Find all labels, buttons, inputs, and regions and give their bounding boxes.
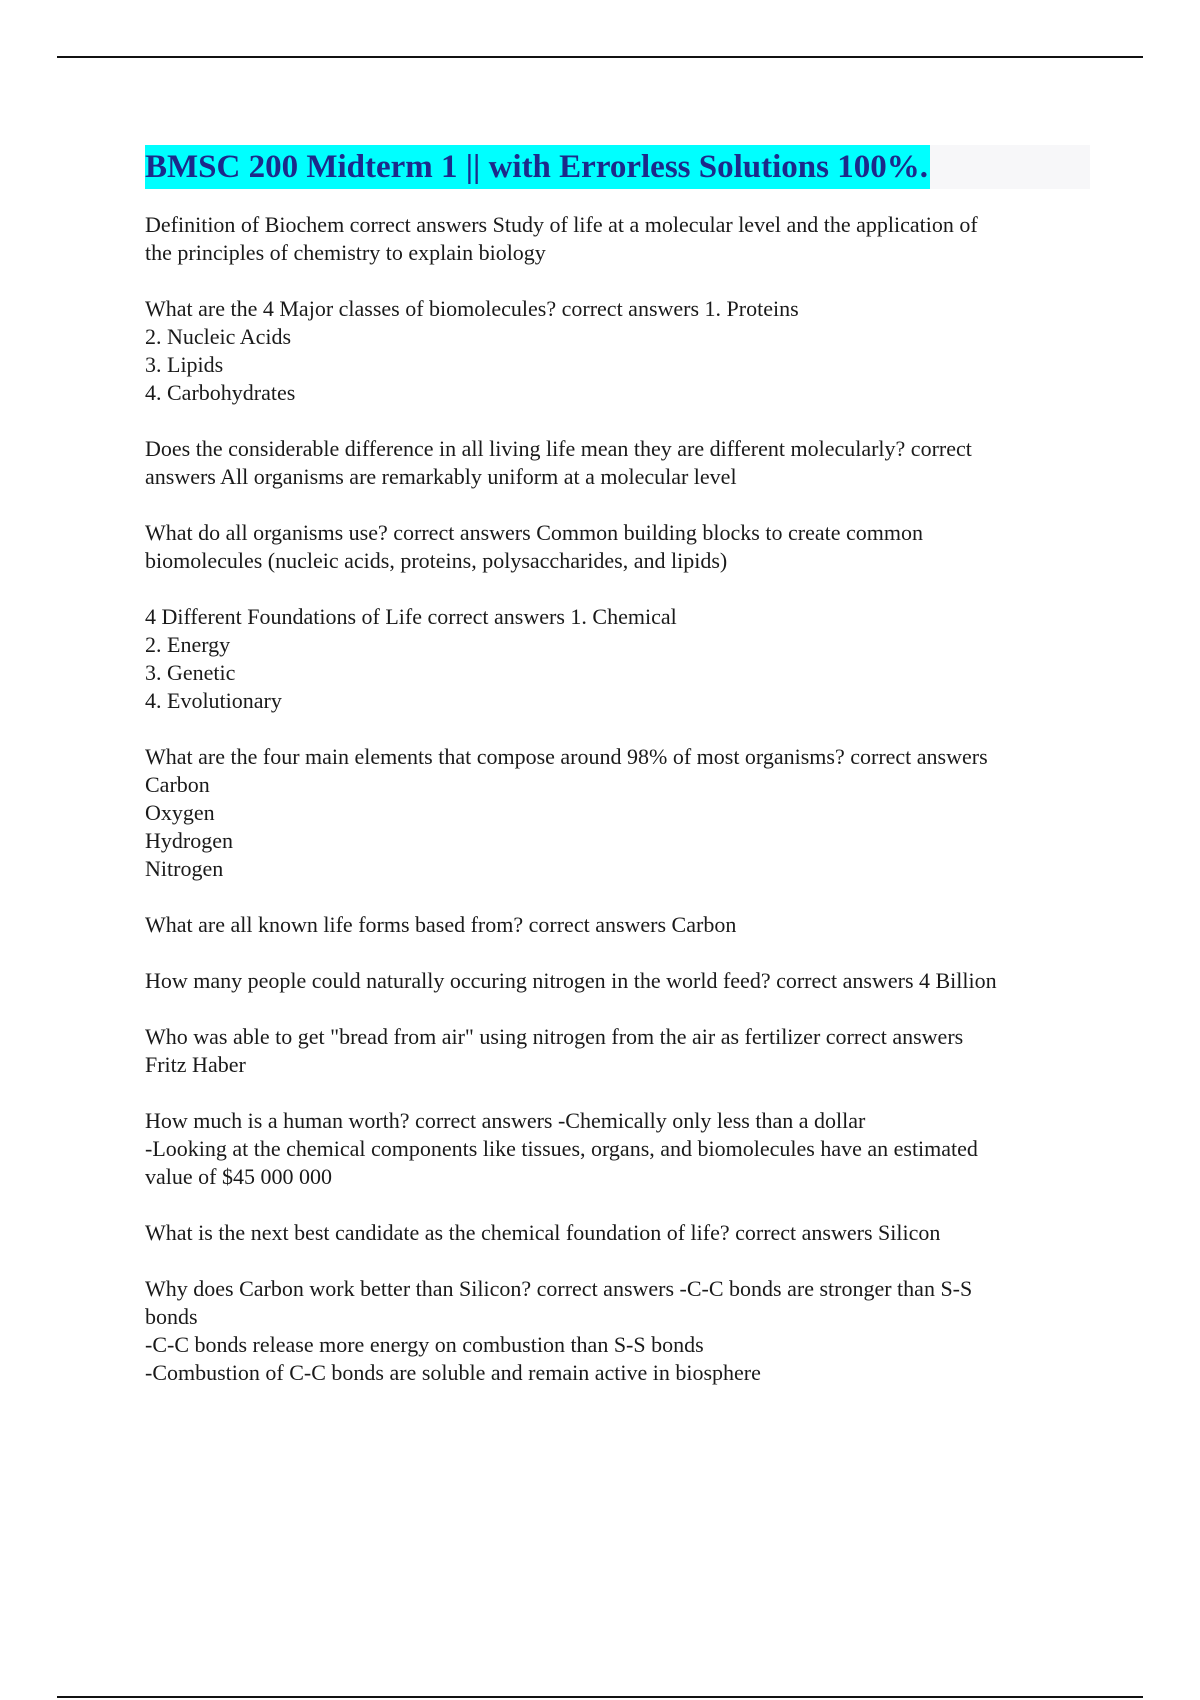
qa-line: 4. Carbohydrates [145,380,296,405]
qa-line: biomolecules (nucleic acids, proteins, polysaccharides, and lipids) [145,548,728,573]
qa-line: 3. Genetic [145,660,236,685]
qa-line: 2. Energy [145,632,231,657]
qa-line: Hydrogen [145,828,233,853]
qa-line: Carbon [145,772,210,797]
qa-line: Nitrogen [145,856,224,881]
qa-line: value of $45 000 000 [145,1164,332,1189]
document-title: BMSC 200 Midterm 1 || with Errorless Solutions 100%. [145,145,930,189]
qa-entry [145,911,1090,939]
qa-entry [145,1275,1090,1387]
qa-entry [145,603,1090,715]
qa-line: What are all known life forms based from? correct answers Carbon [145,912,737,937]
document-body [145,145,1090,1415]
qa-line: 4 Different Foundations of Life correct answers 1. Chemical [145,604,677,629]
qa-entry [145,295,1090,407]
qa-line: Does the considerable difference in all living life mean they are different molecularly? correct [145,436,972,461]
qa-line: -Looking at the chemical components like tissues, organs, and biomolecules have an estimated [145,1136,978,1161]
qa-entry [145,1219,1090,1247]
qa-line: 4. Evolutionary [145,688,282,713]
qa-line: How much is a human worth? correct answers -Chemically only less than a dollar [145,1108,866,1133]
qa-line: 3. Lipids [145,352,224,377]
qa-entry [145,519,1090,575]
qa-line: Oxygen [145,800,215,825]
title-band [145,145,1090,189]
qa-line: Fritz Haber [145,1052,246,1077]
qa-entry [145,1023,1090,1079]
qa-line: What are the 4 Major classes of biomolecules? correct answers 1. Proteins [145,296,799,321]
qa-line: What are the four main elements that compose around 98% of most organisms? correct answers [145,744,988,769]
qa-entry [145,435,1090,491]
qa-line: Who was able to get "bread from air" using nitrogen from the air as fertilizer correct answers [145,1024,964,1049]
qa-line: What is the next best candidate as the chemical foundation of life? correct answers Silicon [145,1220,941,1245]
qa-line: Why does Carbon work better than Silicon? correct answers -C-C bonds are stronger than S-S [145,1276,973,1301]
qa-line: Definition of Biochem correct answers Study of life at a molecular level and the application of [145,212,978,237]
qa-entry [145,1107,1090,1191]
qa-entry [145,967,1090,995]
qa-line: How many people could naturally occuring nitrogen in the world feed? correct answers 4 Billion [145,968,997,993]
page-top-rule [57,56,1143,58]
qa-line: the principles of chemistry to explain biology [145,240,546,265]
qa-line: 2. Nucleic Acids [145,324,292,349]
qa-entry [145,743,1090,883]
qa-list [145,211,1090,1387]
qa-line: answers All organisms are remarkably uniform at a molecular level [145,464,737,489]
qa-line: -Combustion of C-C bonds are soluble and remain active in biosphere [145,1360,761,1385]
qa-entry [145,211,1090,267]
qa-line: bonds [145,1304,198,1329]
page-bottom-rule [57,1696,1143,1698]
qa-line: -C-C bonds release more energy on combustion than S-S bonds [145,1332,704,1357]
qa-line: What do all organisms use? correct answers Common building blocks to create common [145,520,923,545]
